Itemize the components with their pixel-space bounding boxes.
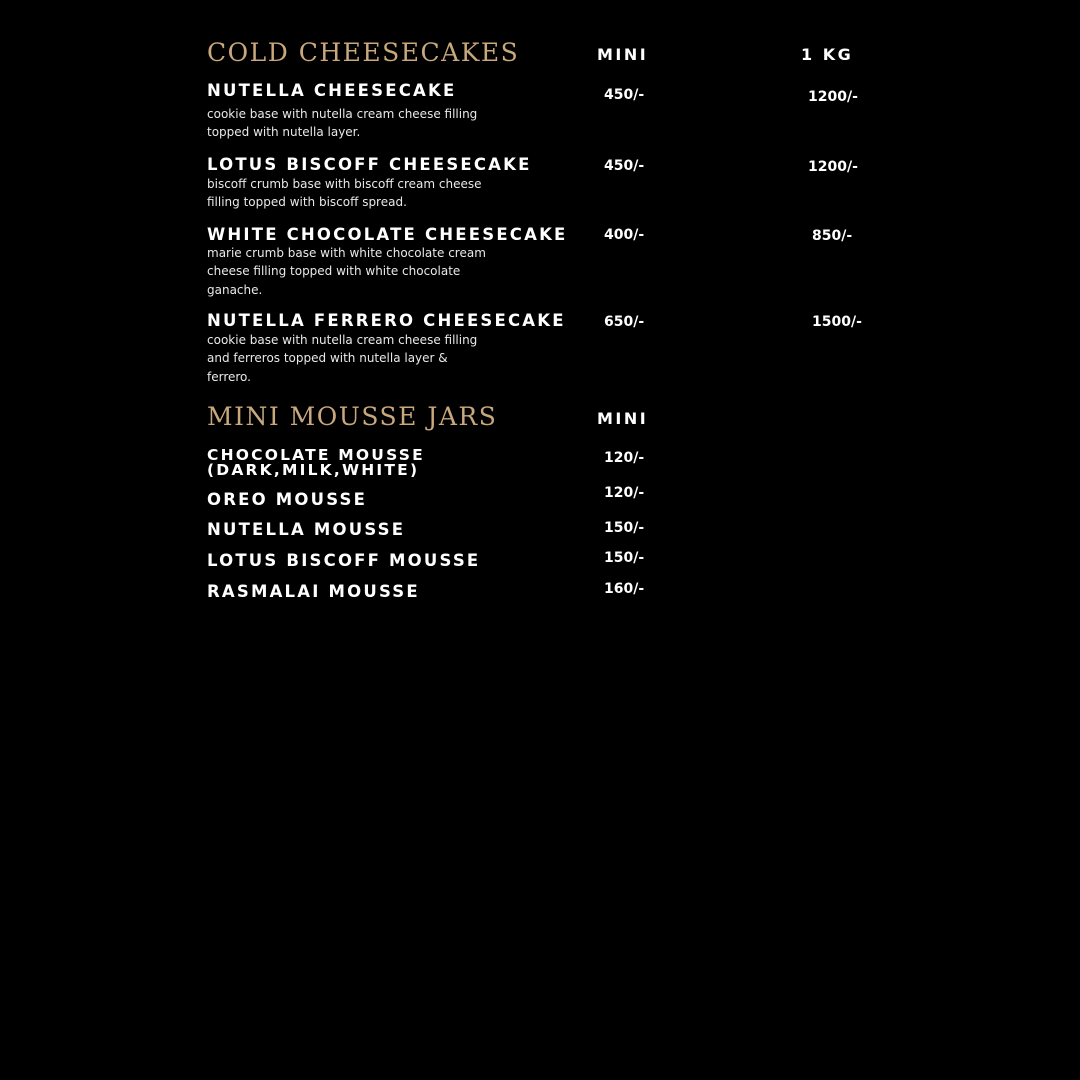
price-mini: 450/-: [604, 158, 645, 174]
description-line: topped with nutella layer.: [207, 125, 361, 140]
item-name-line: CHOCOLATE MOUSSE: [207, 446, 425, 464]
item-name-lotus-biscoff-cheesecake: LOTUS BISCOFF CHEESECAKE: [207, 155, 532, 174]
price-mini: 450/-: [604, 87, 645, 103]
item-name-nutella-mousse: NUTELLA MOUSSE: [207, 520, 406, 539]
price-mini: 400/-: [604, 227, 645, 243]
price-1kg: 1200/-: [808, 89, 858, 105]
item-description: [207, 244, 507, 299]
item-name-lotus-biscoff-mousse: LOTUS BISCOFF MOUSSE: [207, 551, 481, 570]
description-line: cheese filling topped with white chocolate: [207, 264, 461, 279]
description-line: marie crumb base with white chocolate cream: [207, 246, 486, 260]
item-name-oreo-mousse: OREO MOUSSE: [207, 490, 368, 509]
description-line: cookie base with nutella cream cheese filling: [207, 333, 478, 347]
item-name-white-chocolate-cheesecake: WHITE CHOCOLATE CHEESECAKE: [207, 225, 568, 244]
section-title-mini-mousse-jars: MINI MOUSSE JARS: [207, 402, 498, 431]
price-mini: 120/-: [604, 485, 645, 501]
description-line: cookie base with nutella cream cheese filling: [207, 107, 478, 121]
description-line: biscoff crumb base with biscoff cream cheese: [207, 177, 482, 191]
item-description: [207, 331, 507, 386]
item-name-rasmalai-mousse: RASMALAI MOUSSE: [207, 582, 420, 601]
price-1kg: 1200/-: [808, 159, 858, 175]
price-1kg: 850/-: [812, 228, 853, 244]
description-line: filling topped with biscoff spread.: [207, 195, 407, 210]
column-header-1kg: 1 KG: [801, 45, 854, 64]
price-mini: 120/-: [604, 450, 645, 466]
item-name-chocolate-mousse: [207, 448, 425, 478]
price-mini: 150/-: [604, 520, 645, 536]
price-1kg: 1500/-: [812, 314, 862, 330]
item-description: [207, 105, 507, 142]
item-name-nutella-ferrero-cheesecake: NUTELLA FERRERO CHEESECAKE: [207, 311, 566, 330]
description-line: ferrero.: [207, 369, 251, 384]
item-description: [207, 175, 507, 212]
column-header-mini: MINI: [597, 409, 649, 428]
section-title-cold-cheesecakes: COLD CHEESECAKES: [207, 38, 520, 67]
column-header-mini: MINI: [597, 45, 649, 64]
price-mini: 160/-: [604, 581, 645, 597]
description-line: ganache.: [207, 282, 263, 297]
price-mini: 150/-: [604, 550, 645, 566]
price-mini: 650/-: [604, 314, 645, 330]
description-line: and ferreros topped with nutella layer &: [207, 351, 448, 366]
item-name-nutella-cheesecake: NUTELLA CHEESECAKE: [207, 81, 457, 100]
item-name-line: (DARK,MILK,WHITE): [207, 461, 420, 479]
